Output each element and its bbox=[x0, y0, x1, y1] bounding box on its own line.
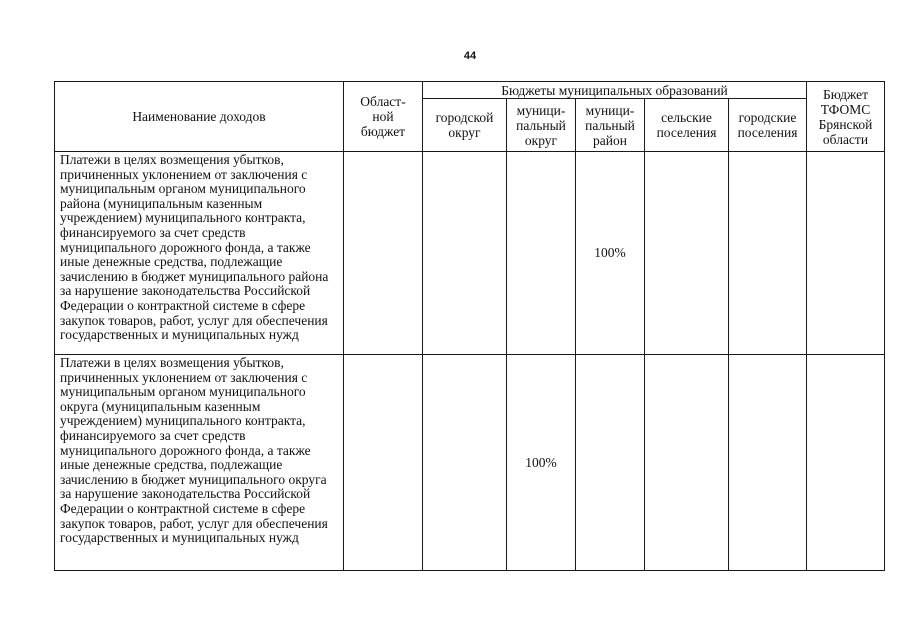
municipal-okrug-value bbox=[507, 152, 576, 355]
header-municipal-okrug: муници- пальный округ bbox=[507, 99, 576, 152]
header-rural-settlements: сельские поселения bbox=[645, 99, 729, 152]
tfoms-value bbox=[807, 355, 885, 571]
header-municipal-rayon: муници- пальный район bbox=[576, 99, 645, 152]
table-row bbox=[55, 355, 885, 571]
city-district-value bbox=[423, 355, 507, 571]
city-district-value bbox=[423, 152, 507, 355]
income-distribution-table bbox=[54, 81, 885, 571]
header-city-district: городской округ bbox=[423, 99, 507, 152]
income-description: Платежи в целях возмещения убытков, причиненных уклонением от заключения с муниципальным органом муниципального округа (муниципальным казенным учреждением) муниципального контракта, финансируемого за счет средств муниципального дорожного фонда, а также иные денежные средства, подлежащие зачислению в бюджет муниципального округа за нарушение законодательства Российской Федерации о контрактной системе в сфере закупок товаров, работ, услуг для обеспечения государственных и муниципальных нужд bbox=[55, 355, 344, 571]
rural-settlements-value bbox=[645, 152, 729, 355]
header-income-name: Наименование доходов bbox=[55, 82, 344, 152]
header-regional-budget: Област- ной бюджет bbox=[344, 82, 423, 152]
header-municipal-budgets: Бюджеты муниципальных образований bbox=[423, 82, 807, 99]
header-urban-settlements: городские поселения bbox=[729, 99, 807, 152]
regional-value bbox=[344, 152, 423, 355]
header-row-group bbox=[55, 82, 885, 99]
rural-settlements-value bbox=[645, 355, 729, 571]
table-row bbox=[55, 152, 885, 355]
urban-settlements-value bbox=[729, 355, 807, 571]
municipal-rayon-value bbox=[576, 355, 645, 571]
tfoms-value bbox=[807, 152, 885, 355]
header-tfoms-budget: Бюджет ТФОМС Брянской области bbox=[807, 82, 885, 152]
regional-value bbox=[344, 355, 423, 571]
income-description: Платежи в целях возмещения убытков, причиненных уклонением от заключения с муниципальным органом муниципального района (муниципальным казенным учреждением) муниципального контракта, финансируемого за счет средств муниципального дорожного фонда, а также иные денежные средства, подлежащие зачислению в бюджет муниципального района за нарушение законодательства Российской Федерации о контрактной системе в сфере закупок товаров, работ, услуг для обеспечения государственных и муниципальных нужд bbox=[55, 152, 344, 355]
municipal-rayon-value: 100% bbox=[576, 152, 645, 355]
page-number: 44 bbox=[463, 50, 477, 62]
municipal-okrug-value: 100% bbox=[507, 355, 576, 571]
urban-settlements-value bbox=[729, 152, 807, 355]
